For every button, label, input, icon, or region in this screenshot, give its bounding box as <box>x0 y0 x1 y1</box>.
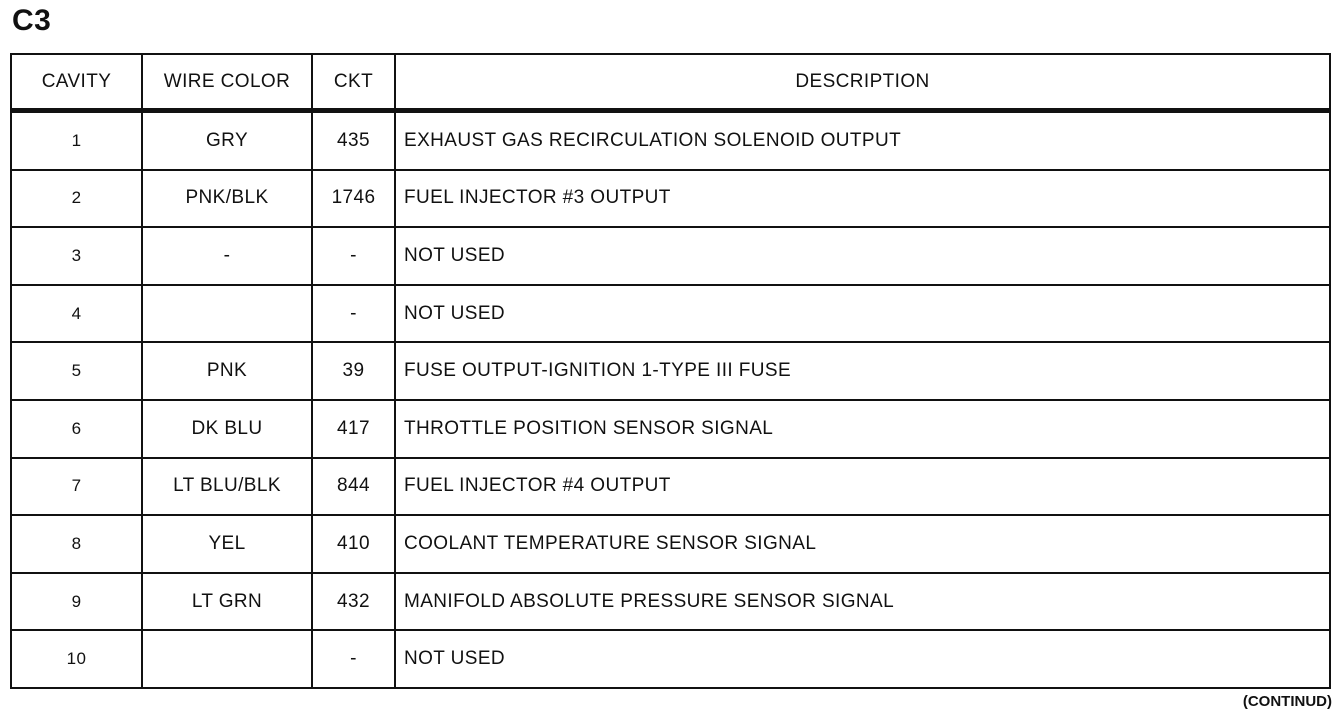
header-row <box>11 54 1330 111</box>
ckt-cell: 435 <box>312 111 395 170</box>
ckt-cell: 39 <box>312 342 395 400</box>
ckt-cell: 432 <box>312 573 395 631</box>
cavity-cell: 10 <box>11 630 142 688</box>
wire-color-cell: PNK/BLK <box>142 170 312 228</box>
wire-color-cell <box>142 630 312 688</box>
description-cell: FUEL INJECTOR #4 OUTPUT <box>395 458 1330 516</box>
connector-title: C3 <box>12 4 52 37</box>
ckt-cell: 410 <box>312 515 395 573</box>
cavity-cell: 4 <box>11 285 142 343</box>
cavity-cell: 7 <box>11 458 142 516</box>
continued-note: (CONTINUD) <box>1242 693 1332 710</box>
description-cell: COOLANT TEMPERATURE SENSOR SIGNAL <box>395 515 1330 573</box>
description-cell: NOT USED <box>395 227 1330 285</box>
ckt-cell: 844 <box>312 458 395 516</box>
ckt-cell: - <box>312 630 395 688</box>
ckt-cell: 1746 <box>312 170 395 228</box>
table-row <box>11 111 1330 170</box>
wire-color-cell: YEL <box>142 515 312 573</box>
description-cell: NOT USED <box>395 630 1330 688</box>
cavity-cell: 2 <box>11 170 142 228</box>
table-row <box>11 400 1330 458</box>
wire-color-cell <box>142 285 312 343</box>
description-cell: MANIFOLD ABSOLUTE PRESSURE SENSOR SIGNAL <box>395 573 1330 631</box>
description-cell: EXHAUST GAS RECIRCULATION SOLENOID OUTPUT <box>395 111 1330 170</box>
table-row <box>11 458 1330 516</box>
description-cell: FUSE OUTPUT-IGNITION 1-TYPE III FUSE <box>395 342 1330 400</box>
cavity-cell: 6 <box>11 400 142 458</box>
wire-color-cell: LT BLU/BLK <box>142 458 312 516</box>
cavity-cell: 8 <box>11 515 142 573</box>
cavity-cell: 9 <box>11 573 142 631</box>
header-description: DESCRIPTION <box>395 54 1330 111</box>
table-row <box>11 227 1330 285</box>
header-cavity: CAVITY <box>11 54 142 111</box>
table-row <box>11 630 1330 688</box>
cavity-cell: 5 <box>11 342 142 400</box>
description-cell: NOT USED <box>395 285 1330 343</box>
cavity-cell: 3 <box>11 227 142 285</box>
connector-pinout-table <box>10 53 1331 689</box>
header-ckt: CKT <box>312 54 395 111</box>
description-cell: THROTTLE POSITION SENSOR SIGNAL <box>395 400 1330 458</box>
wire-color-cell: LT GRN <box>142 573 312 631</box>
ckt-cell: - <box>312 227 395 285</box>
description-cell: FUEL INJECTOR #3 OUTPUT <box>395 170 1330 228</box>
table-row <box>11 515 1330 573</box>
cavity-cell: 1 <box>11 111 142 170</box>
wire-color-cell: - <box>142 227 312 285</box>
table-row <box>11 573 1330 631</box>
table-header <box>11 54 1330 111</box>
table-row <box>11 170 1330 228</box>
wire-color-cell: GRY <box>142 111 312 170</box>
table-row <box>11 342 1330 400</box>
ckt-cell: - <box>312 285 395 343</box>
wire-color-cell: DK BLU <box>142 400 312 458</box>
header-wire-color: WIRE COLOR <box>142 54 312 111</box>
table-row <box>11 285 1330 343</box>
wire-color-cell: PNK <box>142 342 312 400</box>
ckt-cell: 417 <box>312 400 395 458</box>
table-body <box>11 111 1330 688</box>
